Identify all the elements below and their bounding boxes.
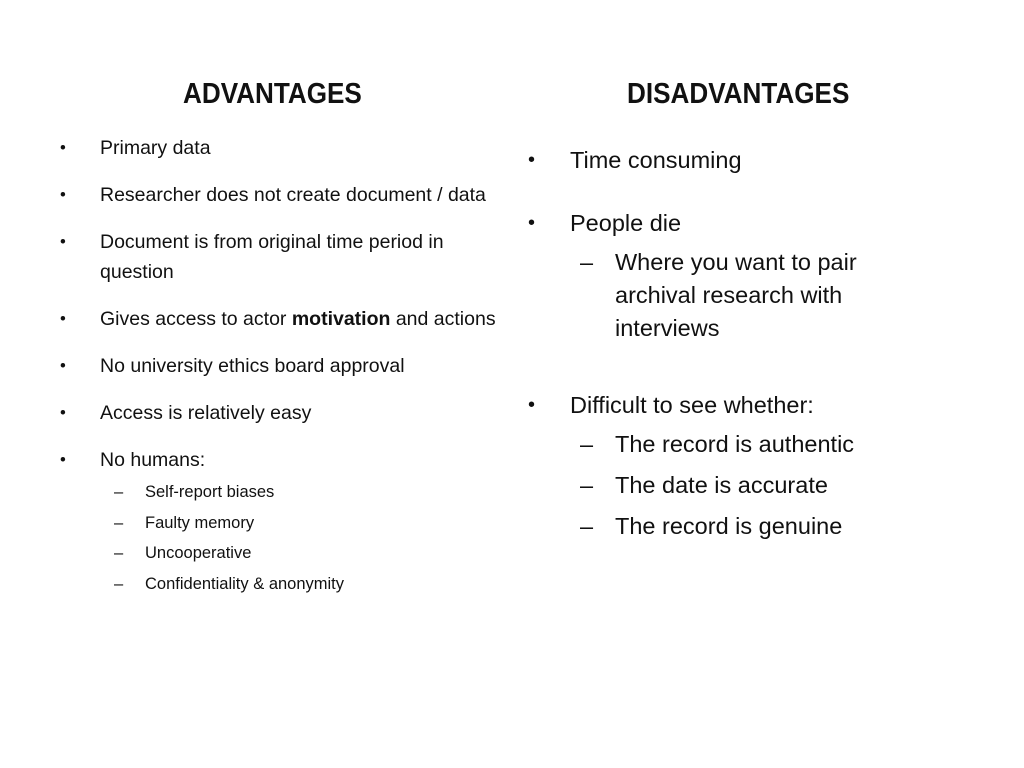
bullet-icon: • (60, 232, 66, 251)
dash-icon: – (580, 513, 594, 539)
list-item (60, 398, 500, 428)
list-item (60, 304, 500, 334)
item-text: No humans: (100, 449, 206, 471)
dash-icon: – (114, 544, 124, 562)
item-text-pre: Gives access to actor (100, 308, 292, 330)
sub-item-text: The record is genuine (615, 513, 843, 539)
item-text: Primary data (100, 137, 211, 159)
list-item (60, 180, 500, 210)
bullet-icon: • (60, 138, 66, 157)
dash-icon: – (580, 431, 594, 457)
item-text: People die (570, 210, 682, 236)
bullet-icon: • (60, 450, 66, 469)
bullet-icon: • (60, 356, 66, 375)
dash-icon: – (114, 574, 124, 593)
disadvantages-list (520, 144, 940, 573)
list-item (60, 133, 500, 163)
advantages-heading: ADVANTAGES (183, 78, 362, 110)
bullet-icon: • (60, 403, 66, 422)
item-text: Researcher does not create document / data (100, 184, 486, 206)
sub-item-text: Uncooperative (145, 544, 252, 562)
bullet-icon: • (528, 394, 535, 416)
sub-item (100, 538, 500, 569)
list-item (60, 227, 500, 287)
list-item (520, 144, 940, 177)
bullet-icon: • (60, 185, 66, 204)
sub-item (520, 469, 940, 502)
dash-icon: – (580, 249, 594, 275)
dash-icon: – (114, 483, 124, 501)
item-text: Access is relatively easy (100, 402, 312, 424)
sub-item (520, 428, 940, 461)
bullet-icon: • (60, 309, 66, 328)
list-item (520, 207, 940, 345)
sub-list (520, 428, 940, 543)
sub-item (100, 508, 500, 539)
item-text-bold: motivation (291, 308, 391, 330)
disadvantages-heading: DISADVANTAGES (627, 78, 850, 110)
item-text: Difficult to see whether: (570, 392, 814, 418)
sub-item-text: The date is accurate (615, 472, 828, 498)
advantages-list (60, 133, 500, 616)
item-text: Document is from original time period in question (100, 231, 444, 283)
sub-item (520, 246, 940, 345)
item-text-post: and actions (390, 308, 496, 330)
dash-icon: – (580, 472, 594, 498)
sub-item-text: Confidentiality & anonymity (145, 574, 345, 593)
list-item (520, 389, 940, 543)
item-text: No university ethics board approval (100, 355, 405, 377)
list-item (60, 445, 500, 599)
list-item (60, 351, 500, 381)
sub-item-text: The record is authentic (615, 431, 855, 457)
bullet-icon: • (528, 149, 535, 171)
dash-icon: – (114, 513, 124, 532)
sub-list (520, 246, 940, 345)
sub-item (100, 569, 500, 600)
item-text: Time consuming (570, 147, 742, 173)
sub-item (100, 477, 500, 508)
sub-item-text: Faulty memory (145, 513, 255, 532)
sub-item (520, 510, 940, 543)
bullet-icon: • (528, 212, 535, 234)
sub-item-text: Self-report biases (145, 483, 275, 501)
sub-list (100, 477, 500, 599)
sub-item-text: Where you want to pair archival research with interviews (615, 249, 857, 341)
